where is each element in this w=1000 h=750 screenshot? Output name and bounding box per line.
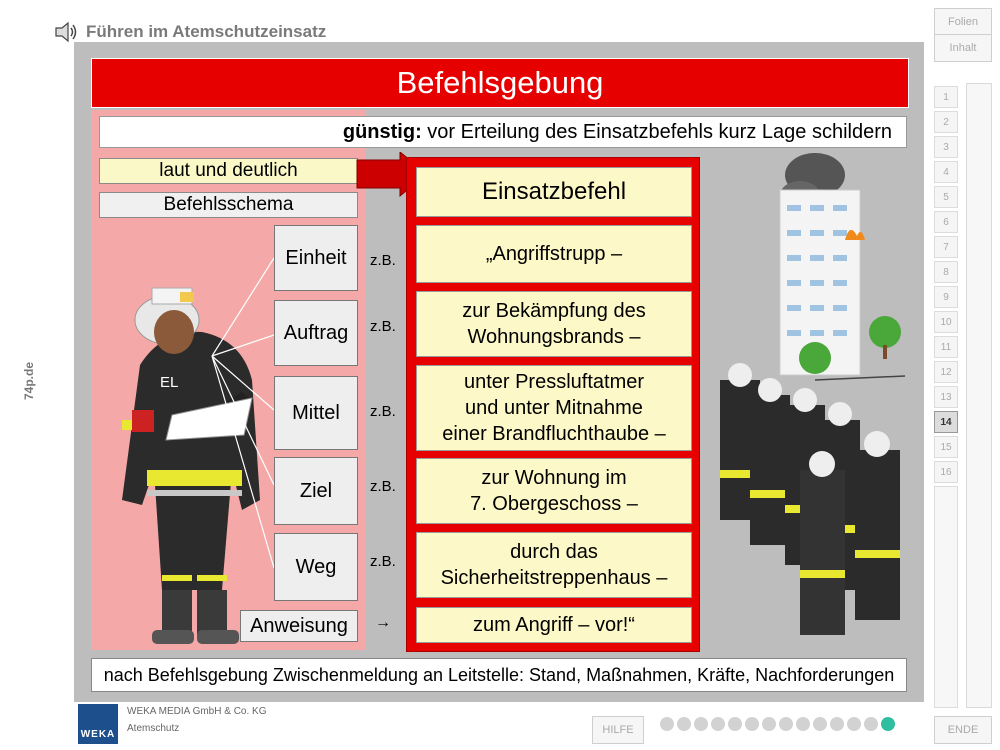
slide-nav-filler — [934, 486, 958, 708]
zb-label: z.B. — [370, 478, 396, 495]
progress-dot — [660, 717, 674, 731]
progress-dot — [745, 717, 759, 731]
progress-dot — [711, 717, 725, 731]
slide-nav-9[interactable]: 9 — [934, 286, 958, 308]
slide-nav-12[interactable]: 12 — [934, 361, 958, 383]
order-part-6 — [416, 607, 692, 643]
slide-nav-5[interactable]: 5 — [934, 186, 958, 208]
footer-note: nach Befehlsgebung Zwischenmeldung an Leitstelle: Stand, Maßnahmen, Kräfte, Nachforderungen — [91, 658, 907, 692]
slide-nav-1[interactable]: 1 — [934, 86, 958, 108]
progress-dot-current — [881, 717, 895, 731]
page-title: Führen im Atemschutzeinsatz — [86, 22, 327, 41]
slide-nav-11[interactable]: 11 — [934, 336, 958, 358]
progress-dot — [762, 717, 776, 731]
slide-nav-13[interactable]: 13 — [934, 386, 958, 408]
category-einheit: Einheit — [274, 225, 358, 291]
slide-nav-6[interactable]: 6 — [934, 211, 958, 233]
category-ziel: Ziel — [274, 457, 358, 525]
product-name: Atemschutz — [127, 723, 180, 734]
order-line: einer Brandfluchthaube – — [442, 423, 666, 445]
zb-label: z.B. — [370, 318, 396, 335]
end-button[interactable]: ENDE — [934, 716, 992, 744]
progress-dot — [847, 717, 861, 731]
slide-nav-4[interactable]: 4 — [934, 161, 958, 183]
progress-dot — [830, 717, 844, 731]
category-weg: Weg — [274, 533, 358, 601]
slide-nav-14[interactable]: 14 — [934, 411, 958, 433]
company-name: WEKA MEDIA GmbH & Co. KG — [127, 706, 267, 717]
el-label: EL — [160, 374, 179, 391]
zb-label: z.B. — [370, 553, 396, 570]
category-auftrag: Auftrag — [274, 300, 358, 366]
intro-line — [99, 116, 907, 148]
category-anweisung: Anweisung — [240, 610, 358, 642]
progress-dots — [660, 717, 898, 736]
category-mittel: Mittel — [274, 376, 358, 450]
order-line: Wohnungsbrands – — [467, 326, 641, 348]
progress-dot — [813, 717, 827, 731]
progress-dot — [779, 717, 793, 731]
order-line: durch das — [510, 541, 598, 563]
progress-dot — [864, 717, 878, 731]
order-line: zur Bekämpfung des — [462, 300, 646, 322]
order-part-1 — [416, 225, 692, 283]
connector-lines — [200, 250, 280, 610]
slide-nav-2[interactable]: 2 — [934, 111, 958, 133]
progress-dot — [677, 717, 691, 731]
slide-nav-15[interactable]: 15 — [934, 436, 958, 458]
anweisung-arrow-icon: → — [375, 614, 391, 631]
slide-title: Befehlsgebung — [91, 58, 909, 108]
order-part-2 — [416, 291, 692, 357]
folien-button[interactable]: Folien — [934, 8, 992, 36]
weka-logo-text: WEKA — [80, 729, 116, 740]
order-line: zur Wohnung im — [481, 467, 627, 489]
scrollbar[interactable] — [966, 83, 992, 708]
order-line: unter Pressluftatmer — [463, 371, 645, 393]
help-button[interactable]: HILFE — [592, 716, 644, 744]
slide-nav-16[interactable]: 16 — [934, 461, 958, 483]
speaker-icon[interactable] — [54, 21, 78, 43]
intro-bold: günstig: — [342, 120, 422, 143]
order-part-5 — [416, 532, 692, 598]
intro-text: vor Erteilung des Einsatzbefehls kurz Lage schildern — [421, 120, 892, 143]
zb-label: z.B. — [370, 252, 396, 269]
order-line: Sicherheitstreppenhaus – — [440, 567, 668, 589]
progress-dot — [796, 717, 810, 731]
order-line: 7. Obergeschoss – — [470, 493, 638, 515]
loud-label: laut und deutlich — [99, 158, 358, 184]
order-line: „Angriffstrupp – — [485, 243, 623, 265]
inhalt-button[interactable]: Inhalt — [934, 34, 992, 62]
progress-dot — [728, 717, 742, 731]
slide-nav-8[interactable]: 8 — [934, 261, 958, 283]
zb-label: z.B. — [370, 403, 396, 420]
slide-nav-3[interactable]: 3 — [934, 136, 958, 158]
slide-nav-7[interactable]: 7 — [934, 236, 958, 258]
order-header: Einsatzbefehl — [416, 167, 692, 217]
side-label: 74p.de — [22, 361, 36, 400]
weka-logo — [78, 704, 118, 744]
order-line: zum Angriff – vor!“ — [473, 614, 635, 636]
order-part-4 — [416, 458, 692, 524]
building-squad-illustration — [705, 150, 920, 650]
order-part-3 — [416, 365, 692, 451]
progress-dot — [694, 717, 708, 731]
schema-label: Befehlsschema — [99, 192, 358, 218]
slide-nav-10[interactable]: 10 — [934, 311, 958, 333]
order-line: und unter Mitnahme — [465, 397, 643, 419]
